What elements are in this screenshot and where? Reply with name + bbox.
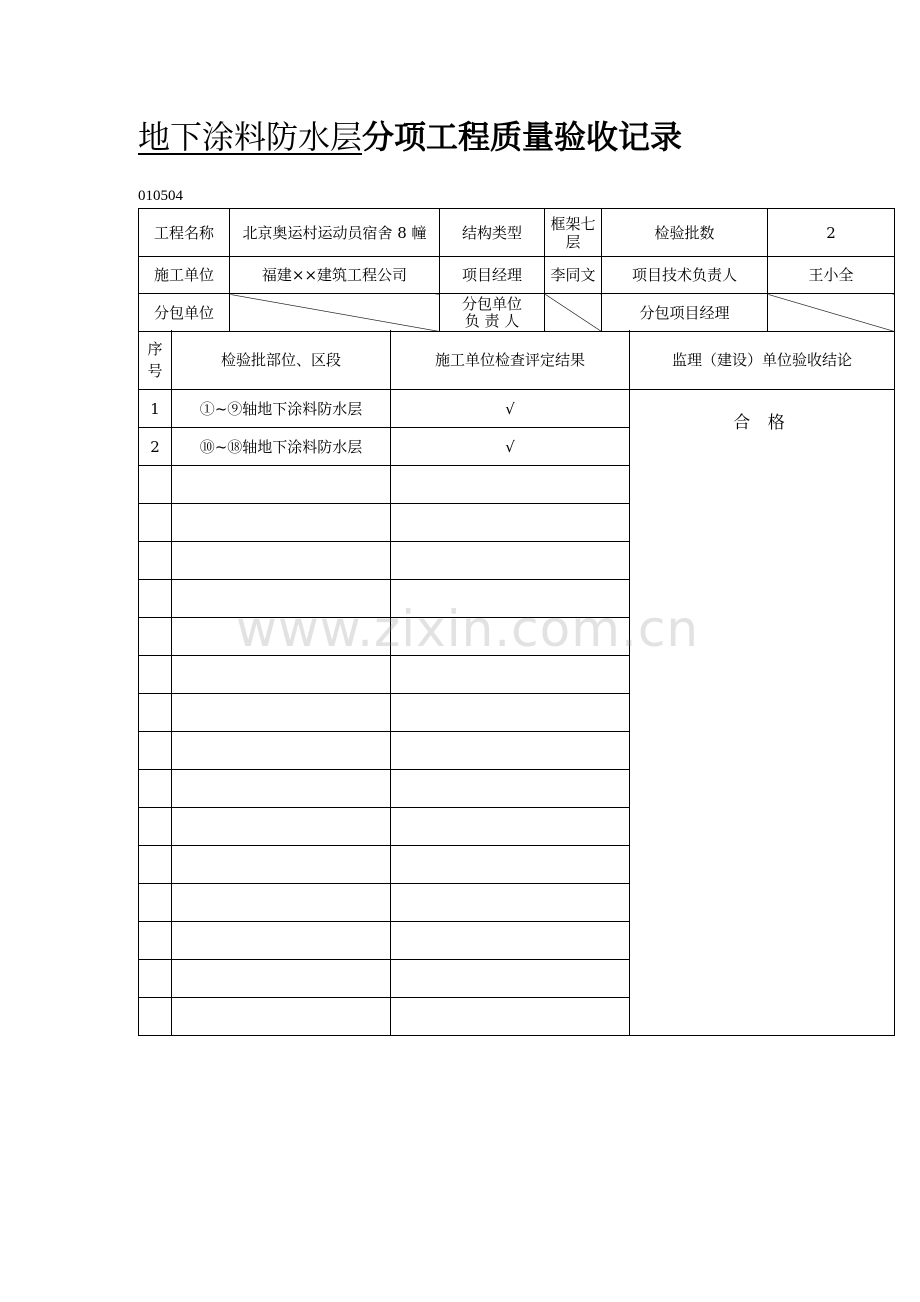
empty-cell xyxy=(391,808,630,846)
col-seq-header: 序号 xyxy=(139,330,172,390)
sub-pm-value-empty xyxy=(768,294,895,332)
inspection-table xyxy=(138,330,895,1036)
empty-cell xyxy=(172,732,391,770)
row-2-location: ⑩~⑱轴地下涂料防水层 xyxy=(172,428,391,466)
empty-cell xyxy=(172,656,391,694)
empty-cell xyxy=(172,618,391,656)
empty-cell xyxy=(172,998,391,1036)
contractor-value: 福建××建筑工程公司 xyxy=(230,257,440,294)
subcontractor-label: 分包单位 xyxy=(139,294,230,332)
empty-cell xyxy=(391,960,630,998)
row-1-result: √ xyxy=(391,390,630,428)
empty-cell xyxy=(172,694,391,732)
empty-cell xyxy=(139,922,172,960)
empty-cell xyxy=(172,846,391,884)
empty-cell xyxy=(139,884,172,922)
empty-cell xyxy=(172,466,391,504)
empty-cell xyxy=(139,960,172,998)
empty-cell xyxy=(172,542,391,580)
project-name-label: 工程名称 xyxy=(139,209,230,257)
project-manager-label: 项目经理 xyxy=(440,257,545,294)
empty-cell xyxy=(139,846,172,884)
empty-cell xyxy=(139,618,172,656)
empty-cell xyxy=(139,694,172,732)
empty-cell xyxy=(172,922,391,960)
empty-cell xyxy=(391,846,630,884)
empty-cell xyxy=(391,922,630,960)
empty-cell xyxy=(391,466,630,504)
empty-cell xyxy=(139,466,172,504)
col-location-header: 检验批部位、区段 xyxy=(172,330,391,390)
empty-cell xyxy=(139,732,172,770)
structure-type-value: 框架七层 xyxy=(545,209,602,257)
conclusion-cell: 合 格 xyxy=(630,390,895,1036)
empty-cell xyxy=(391,770,630,808)
project-manager-value: 李同文 xyxy=(545,257,602,294)
tech-lead-label: 项目技术负责人 xyxy=(602,257,768,294)
empty-cell xyxy=(391,542,630,580)
header-table xyxy=(138,208,895,332)
sub-lead-label xyxy=(440,294,545,332)
empty-cell xyxy=(139,504,172,542)
empty-cell xyxy=(139,580,172,618)
sub-lead-value-empty xyxy=(545,294,602,332)
empty-cell xyxy=(391,580,630,618)
form-code: 010504 xyxy=(138,188,183,204)
col-conclusion-header: 监理（建设）单位验收结论 xyxy=(630,330,895,390)
empty-cell xyxy=(391,732,630,770)
row-1-seq: 1 xyxy=(139,390,172,428)
empty-cell xyxy=(172,960,391,998)
empty-cell xyxy=(391,998,630,1036)
subcontractor-value-empty xyxy=(230,294,440,332)
title-subject: 地下涂料防水层 xyxy=(138,118,363,156)
empty-cell xyxy=(391,618,630,656)
structure-type-label: 结构类型 xyxy=(440,209,545,257)
batch-count-label: 检验批数 xyxy=(602,209,768,257)
empty-cell xyxy=(139,542,172,580)
empty-cell xyxy=(172,808,391,846)
empty-cell xyxy=(139,998,172,1036)
tech-lead-value: 王小全 xyxy=(768,257,895,294)
title-record: 分项工程质量验收记录 xyxy=(362,118,683,156)
empty-cell xyxy=(172,504,391,542)
row-2-seq: 2 xyxy=(139,428,172,466)
empty-cell xyxy=(139,656,172,694)
watermark: www.zixin.com.cn xyxy=(236,600,700,658)
empty-cell xyxy=(172,770,391,808)
batch-count-value: 2 xyxy=(768,209,895,257)
project-name-value: 北京奥运村运动员宿舍 8 幢 xyxy=(230,209,440,257)
empty-cell xyxy=(172,580,391,618)
sub-lead-label-line2: 负 责 人 xyxy=(464,311,520,330)
empty-cell xyxy=(391,504,630,542)
empty-cell xyxy=(139,808,172,846)
empty-cell xyxy=(139,770,172,808)
row-2-result: √ xyxy=(391,428,630,466)
page-title xyxy=(138,114,682,160)
sub-pm-label: 分包项目经理 xyxy=(602,294,768,332)
col-result-header: 施工单位检查评定结果 xyxy=(391,330,630,390)
contractor-label: 施工单位 xyxy=(139,257,230,294)
empty-cell xyxy=(391,656,630,694)
empty-cell xyxy=(391,694,630,732)
row-1-location: ①~⑨轴地下涂料防水层 xyxy=(172,390,391,428)
empty-cell xyxy=(391,884,630,922)
empty-cell xyxy=(172,884,391,922)
sub-lead-label-line1: 分包单位 xyxy=(461,294,522,313)
